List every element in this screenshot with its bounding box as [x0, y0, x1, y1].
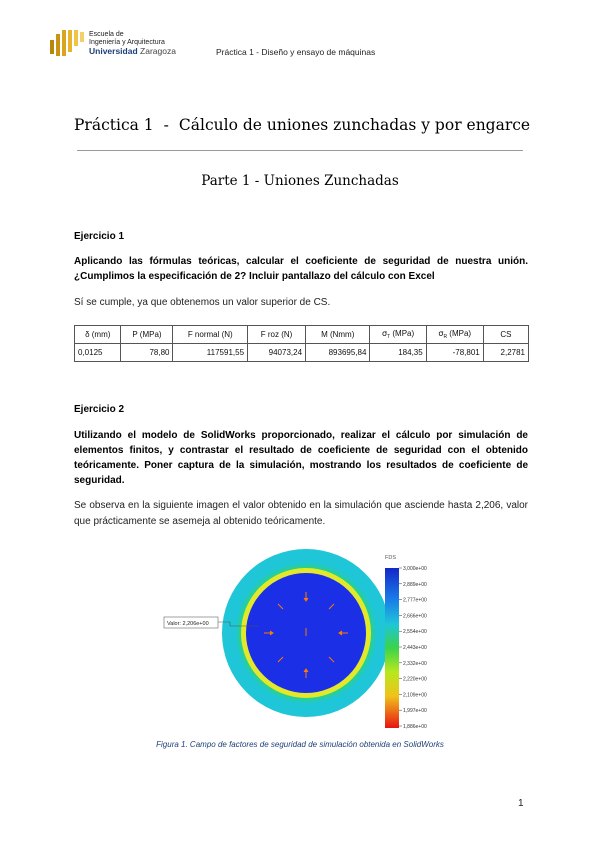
legend-tick-label: 2,443e+00 — [403, 645, 427, 651]
probe-label: Valor: 2,206e+00 — [167, 621, 209, 627]
table-header-row — [75, 326, 529, 344]
exercise-2-answer: Se observa en la siguiente imagen el valor obtenido en la simulación que asciende hasta 2,206, valor que prácticamente se asemeja al obtenido teóricamente. — [74, 500, 528, 527]
figure-caption: Figura 1. Campo de factores de seguridad de simulación obtenida en SolidWorks — [156, 740, 444, 749]
legend-tick-label: 3,000e+00 — [403, 566, 427, 572]
table-cell: 94073,24 — [248, 344, 306, 362]
legend-tick-label: 2,220e+00 — [403, 676, 427, 683]
unit-label: (MPa) — [392, 329, 415, 338]
table-header: P (MPa) — [121, 326, 173, 344]
main-title-left: Práctica 1 — [74, 116, 154, 134]
logo-text — [89, 31, 176, 55]
title-divider — [77, 150, 523, 151]
logo-city: Zaragoza — [140, 46, 176, 56]
table-cell: 184,35 — [370, 344, 426, 362]
table-header: δ (mm) — [75, 326, 121, 344]
results-table — [74, 325, 529, 362]
table-cell: 893695,84 — [306, 344, 370, 362]
legend-tick-label: 2,332e+00 — [403, 660, 427, 667]
table-cell: 2,2781 — [483, 344, 528, 362]
exercise-1-question: Aplicando las fórmulas teóricas, calcular el coeficiente de seguridad de nuestra unión. ¿Cumplimos la especificación de 2? Incluir pantallazo del cálculo con Excel — [74, 256, 528, 282]
legend-tick-label: 2,109e+00 — [403, 692, 427, 699]
main-title-dash: - — [163, 116, 169, 134]
table-header: F normal (N) — [173, 326, 248, 344]
exercise-1-answer: Sí se cumple, ya que obtenemos un valor superior de CS. — [74, 297, 331, 308]
logo-line-1: Escuela de — [89, 31, 124, 38]
exercise-2-question: Utilizando el modelo de SolidWorks proporcionado, realizar el cálculo por simulación de elementos finitos, y contrastar el resultado de coeficiente de seguridad con el obtenido teóricamente. Poner captura de la simulación, mostrando los resultados de coeficiente de seguridad. — [74, 430, 528, 486]
main-title — [74, 116, 530, 134]
unit-label: (MPa) — [449, 329, 472, 338]
logo-uni-word: Universidad — [89, 46, 138, 56]
legend-tick-label: 1,886e+00 — [403, 724, 427, 730]
table-header-sigma-r — [426, 326, 483, 344]
legend-title: FDS — [385, 555, 396, 561]
page-number: 1 — [518, 798, 524, 809]
table-header: CS — [483, 326, 528, 344]
sigma-symbol: σ — [381, 329, 388, 338]
logo-university — [89, 47, 176, 55]
legend-tick-label: 2,889e+00 — [403, 581, 427, 588]
table-cell: 78,80 — [121, 344, 173, 362]
legend-tick-label: 2,666e+00 — [403, 613, 427, 620]
legend-labels — [399, 566, 427, 730]
legend-tick-label: 2,777e+00 — [403, 597, 427, 604]
main-title-right: Cálculo de uniones zunchadas y por engarce — [178, 116, 531, 134]
exercise-1-heading: Ejercicio 1 — [74, 231, 125, 242]
header-doc-title: Práctica 1 - Diseño y ensayo de máquinas — [216, 47, 376, 57]
table-header: F roz (N) — [248, 326, 306, 344]
table-row — [75, 344, 529, 362]
logo-line-2: Ingeniería y Arquitectura — [89, 39, 165, 46]
table-header-sigma-t — [370, 326, 426, 344]
table-cell: -78,801 — [426, 344, 483, 362]
subscript-t: T — [387, 334, 391, 340]
legend-colorbar — [385, 568, 399, 728]
university-logo — [48, 30, 86, 56]
legend-tick-label: 1,997e+00 — [403, 708, 427, 715]
exercise-2-heading: Ejercicio 2 — [74, 404, 125, 415]
sigma-symbol: σ — [438, 329, 444, 338]
table-cell: 0,0125 — [75, 344, 121, 362]
table-header: M (Nmm) — [306, 326, 370, 344]
table-cell: 117591,55 — [173, 344, 248, 362]
part-title: Parte 1 - Uniones Zunchadas — [201, 173, 399, 189]
subscript-r: R — [443, 334, 448, 340]
simulation-figure — [160, 548, 450, 733]
legend-tick-label: 2,554e+00 — [403, 629, 427, 636]
